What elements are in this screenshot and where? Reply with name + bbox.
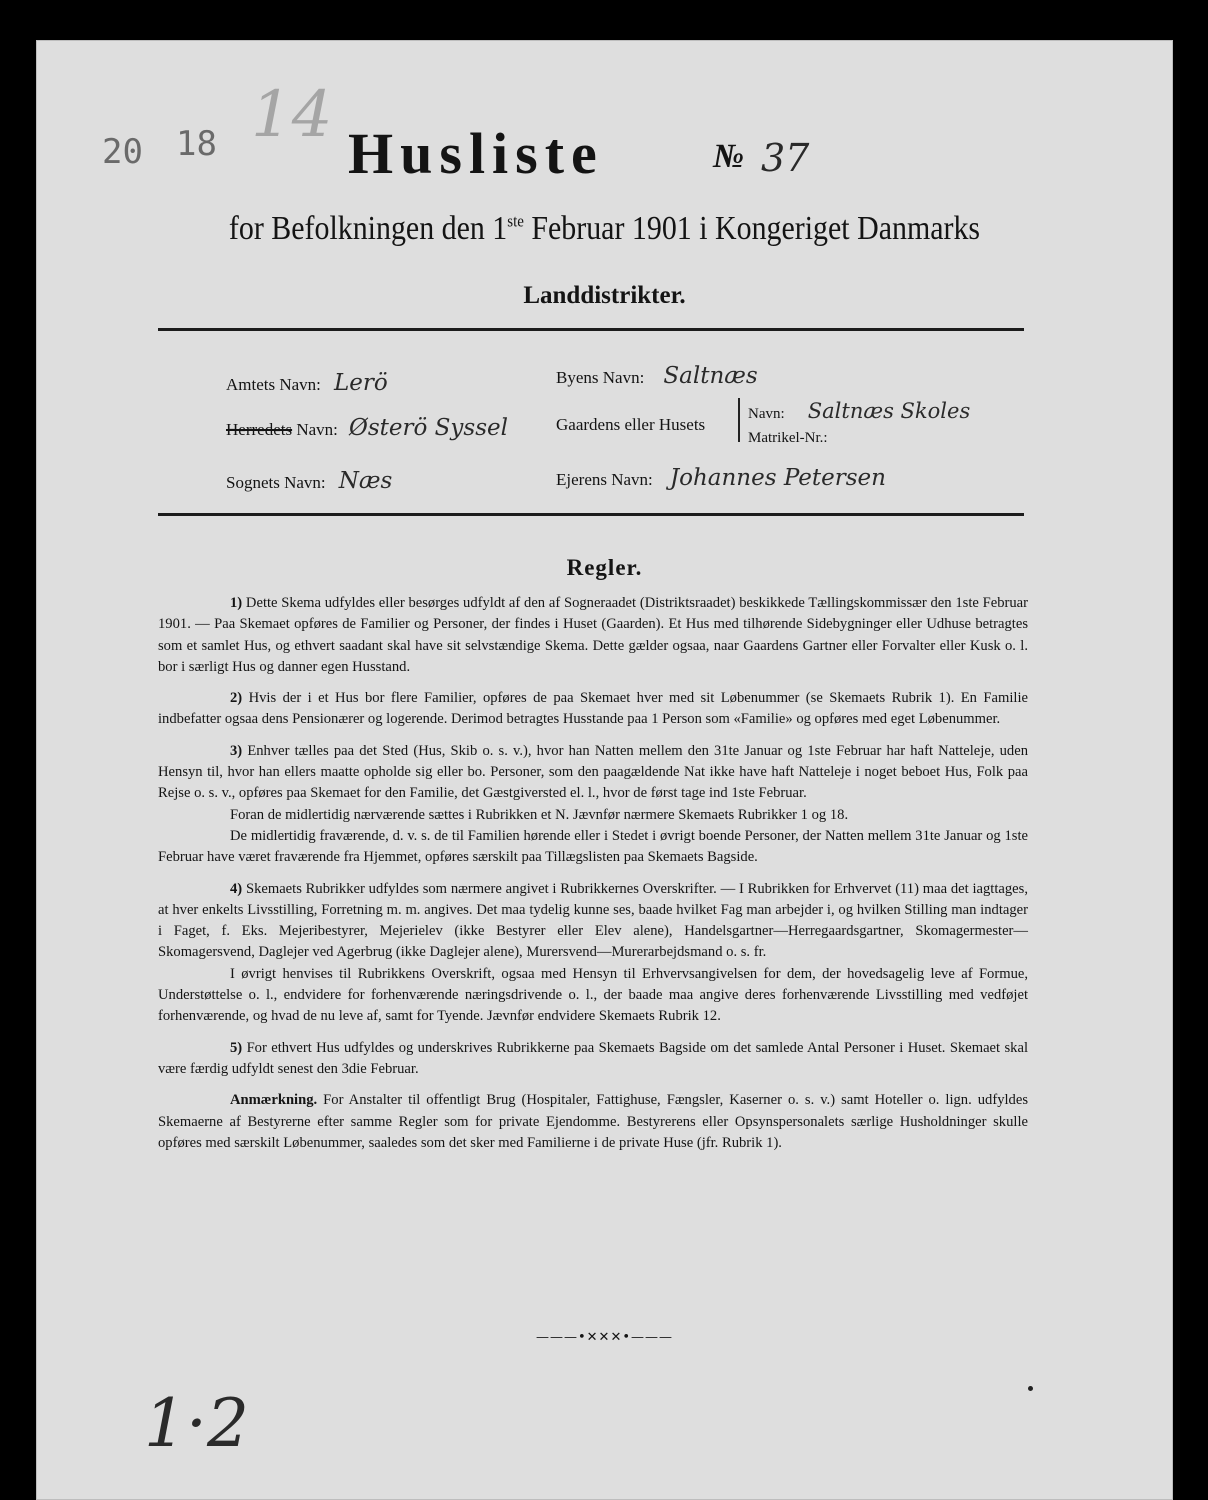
form-title: Husliste bbox=[348, 121, 604, 186]
district-type: Landdistrikter. bbox=[523, 282, 686, 309]
rule-paragraph: De midlertidig fraværende, d. v. s. de til Familien hørende eller i Stedet i øvrigt boende Personer, der Natten mellem 31te Januar og 1ste Februar have været fraværende fra Hjemmet, opføres særskilt paa Tillægslisten paa Skemaets Bagside. bbox=[158, 827, 1028, 866]
rule-paragraph: 2) Hvis der i et Hus bor flere Familier, opføres de paa Skemaet hver med sit Løbenummer (se Skemaets Rubrik 1). En Familie indbefatter ogsaa dens Pensionærer og logerende. Derimod betragtes Husstande paa 1 Person som «Familie» og opføres med eget Løbenummer. bbox=[158, 690, 1028, 728]
rule-paragraph: 4) Skemaets Rubrikker udfyldes som nærmere angivet i Rubrikkernes Overskrifter. — I Rubrikken for Erhvervet (11) maa det iagttages, at hver enkelts Livsstilling, Forretning m. m. angives. Det maa tydelig kunne ses, baade hvilket Fag man arbejder i, og hvilken Stilling man indtager i Faget, f. Eks. Mejeribestyrer, Mejerielev (ikke Bestyrer eller Elev alene), Handelsgartner—Herregaardsgartner, Skomagermester—Skomagersvend, Daglejer ved Agerbrug (ikke Daglejer alene), Murersvend—Murerarbejdsmand o. s. fr. bbox=[158, 880, 1028, 961]
rule-paragraph: 3) Enhver tælles paa det Sted (Hus, Skib o. s. v.), hvor han Natten mellem den 31te Januar og 1ste Februar har haft Natteleje, uden Hensyn til, hvor han ellers maatte opholde sig eller bo. Personer, som den paagældende Nat ikke have haft Natteleje i noget beboet Hus, Folk paa Rejse o. s. v., opføres paa Skemaet for den Familie, det Gæstgiversted el. l., hvor de først tage ind 1ste Februar. bbox=[158, 742, 1028, 802]
field-herred bbox=[226, 415, 508, 441]
ornament-divider: ———•✕✕✕•——— bbox=[535, 1330, 673, 1345]
rule-note: Anmærkning. For Anstalter til offentligt Brug (Hospitaler, Fattighuse, Fængsler, Kaserner o. s. v.) samt Hoteller o. lign. udfyldes Skemaerne af Bestyrerne efter samme Regler som for private Ejendomme. Bestyrerens eller Opsynspersonalets særlige Husholdninger skulle opføres med særskilt Løbenummer, saaledes som det sker med Familierne i de private Huse (jfr. Rubrik 1). bbox=[158, 1092, 1028, 1151]
field-herred-value: Østerö Syssel bbox=[348, 415, 508, 441]
field-by-label: Byens Navn: bbox=[556, 368, 645, 387]
rule-paragraph: Foran de midlertidig nærværende sættes i Rubrikken et N. Jævnfør nærmere Skemaets Rubrikker 1 og 18. bbox=[230, 806, 849, 823]
field-amt bbox=[226, 370, 388, 396]
field-gaard-navn-label: Navn: bbox=[748, 406, 785, 422]
rules-body bbox=[158, 593, 1028, 1164]
field-gaard-label: Gaardens eller Husets bbox=[556, 415, 706, 434]
field-amt-label: Amtets Navn: bbox=[226, 375, 321, 394]
field-ejer-value: Johannes Petersen bbox=[669, 465, 886, 491]
top-divider bbox=[158, 328, 1024, 331]
field-by-value: Saltnæs bbox=[663, 363, 758, 389]
field-sogn-label: Sognets Navn: bbox=[226, 473, 326, 492]
pencil-note-faint: 14 bbox=[251, 78, 333, 152]
field-amt-value: Lerö bbox=[334, 370, 388, 396]
field-gaard-navn-value: Saltnæs Skoles bbox=[807, 399, 971, 423]
footer-handwritten-number: 1·2 bbox=[144, 1385, 249, 1462]
rule-paragraph: 1) Dette Skema udfyldes eller besørges udfyldt af den af Sogneraadet (Distriktsraadet) beskikkede Tællingskommissær den 1ste Februar 1901. — Paa Skemaet opføres de Familier og Personer, der findes i Huset (Gaarden). Et Hus med tilhørende Sidebygninger eller Udhuse betragtes som et samlet Hus, og ethvert saadant skal have sit selvstændige Skema. Dette gælder ogsaa, naar Gaardens Gartner eller Forvalter eller Kusk o. l. bor i særligt Hus og danner egen Husstand. bbox=[158, 595, 1028, 675]
rule-paragraph: 5) For ethvert Hus udfyldes og underskrives Rubrikkerne paa Skemaets Bagside om det samlede Antal Personer i Huset. Skemaet skal være færdig udfyldt senest den 3die Februar. bbox=[158, 1039, 1028, 1077]
ink-dot bbox=[1028, 1386, 1033, 1391]
pencil-note-left: 20 bbox=[102, 132, 143, 172]
field-herred-label: Navn: bbox=[292, 420, 338, 439]
rules-heading: Regler. bbox=[566, 555, 643, 580]
field-ejer bbox=[556, 465, 886, 491]
number-sign: № bbox=[713, 138, 745, 175]
field-gaard bbox=[556, 415, 705, 435]
rule-paragraph: I øvrigt henvises til Rubrikkens Overskrift, ogsaa med Hensyn til Erhvervsangivelsen for dem, der hovedsagelig leve af Formue, Understøttelse o. l., endvidere for forhenværende næringsdrivende o. l., der baade maa angive deres forhenværende Livsstilling med vedføjet forhenværende, og hvad de nu leve af, samt for Tyende. Jævnfør endvidere Skemaets Rubrik 12. bbox=[158, 965, 1028, 1025]
field-herred-struck-label: Herredets bbox=[226, 420, 293, 439]
list-number: 37 bbox=[761, 136, 810, 180]
field-gaard-matrikel bbox=[748, 427, 828, 447]
census-form-sheet bbox=[36, 40, 1173, 1500]
field-ejer-label: Ejerens Navn: bbox=[556, 470, 653, 489]
pencil-note-middle: 18 bbox=[176, 124, 217, 164]
form-subtitle: for Befolkningen den 1ste Februar 1901 i Kongeriget Danmarks bbox=[228, 210, 981, 247]
field-sogn bbox=[226, 468, 392, 494]
field-gaard-bracket bbox=[738, 398, 740, 442]
field-gaard-matrikel-label: Matrikel-Nr.: bbox=[748, 430, 828, 446]
field-sogn-value: Næs bbox=[338, 468, 393, 494]
field-by bbox=[556, 363, 758, 389]
bottom-divider bbox=[158, 513, 1024, 516]
field-gaard-navn bbox=[748, 399, 970, 423]
